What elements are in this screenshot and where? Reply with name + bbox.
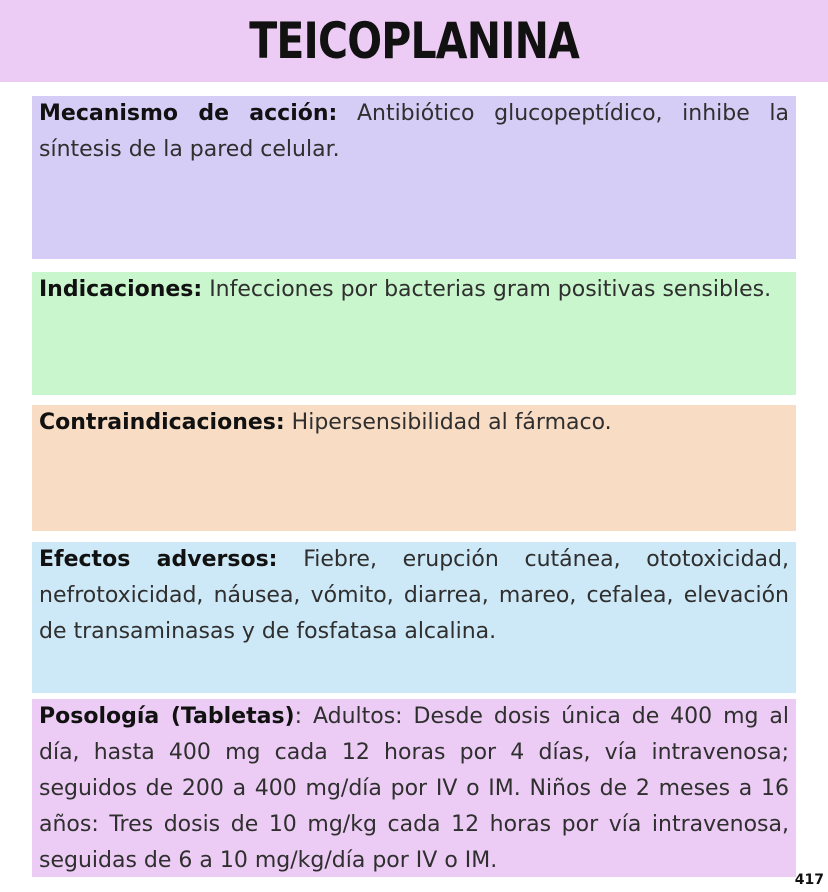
section-label: Efectos adversos: (39, 547, 278, 572)
section-posologia (32, 699, 796, 877)
page-number: 417 (794, 872, 824, 888)
section-label: Indicaciones: (39, 277, 203, 302)
section-label: Contraindicaciones: (39, 410, 285, 435)
section-label: Posología (Tabletas) (39, 704, 295, 729)
section-text: Hipersensibilidad al fármaco. (284, 410, 612, 435)
section-label: Mecanismo de acción: (39, 101, 338, 126)
page-title: TEICOPLANINA (249, 12, 579, 70)
section-mecanismo (32, 96, 796, 259)
section-contraindicaciones (32, 405, 796, 531)
section-text: Fiebre, erupción cutánea, ototoxicidad, nefrotoxicidad, náusea, vómito, diarrea, mareo, cefalea, elevación de transaminasas y de fosfatasa alcalina. (39, 547, 789, 644)
section-indicaciones (32, 272, 796, 395)
title-banner (0, 0, 828, 82)
section-text: Antibiótico glucopeptídico, inhibe la síntesis de la pared celular. (39, 101, 789, 162)
section-text: Infecciones por bacterias gram positivas sensibles. (202, 277, 772, 302)
section-text: : Adultos: Desde dosis única de 400 mg al día, hasta 400 mg cada 12 horas por 4 días, vía intravenosa; seguidos de 200 a 400 mg/día por IV o IM. Niños de 2 meses a 16 años: Tres dosis de 10 mg/kg cada 12 horas por vía intravenosa, seguidas de 6 a 10 mg/kg/día por IV o IM. (39, 704, 789, 873)
section-efectos-adversos (32, 542, 796, 693)
